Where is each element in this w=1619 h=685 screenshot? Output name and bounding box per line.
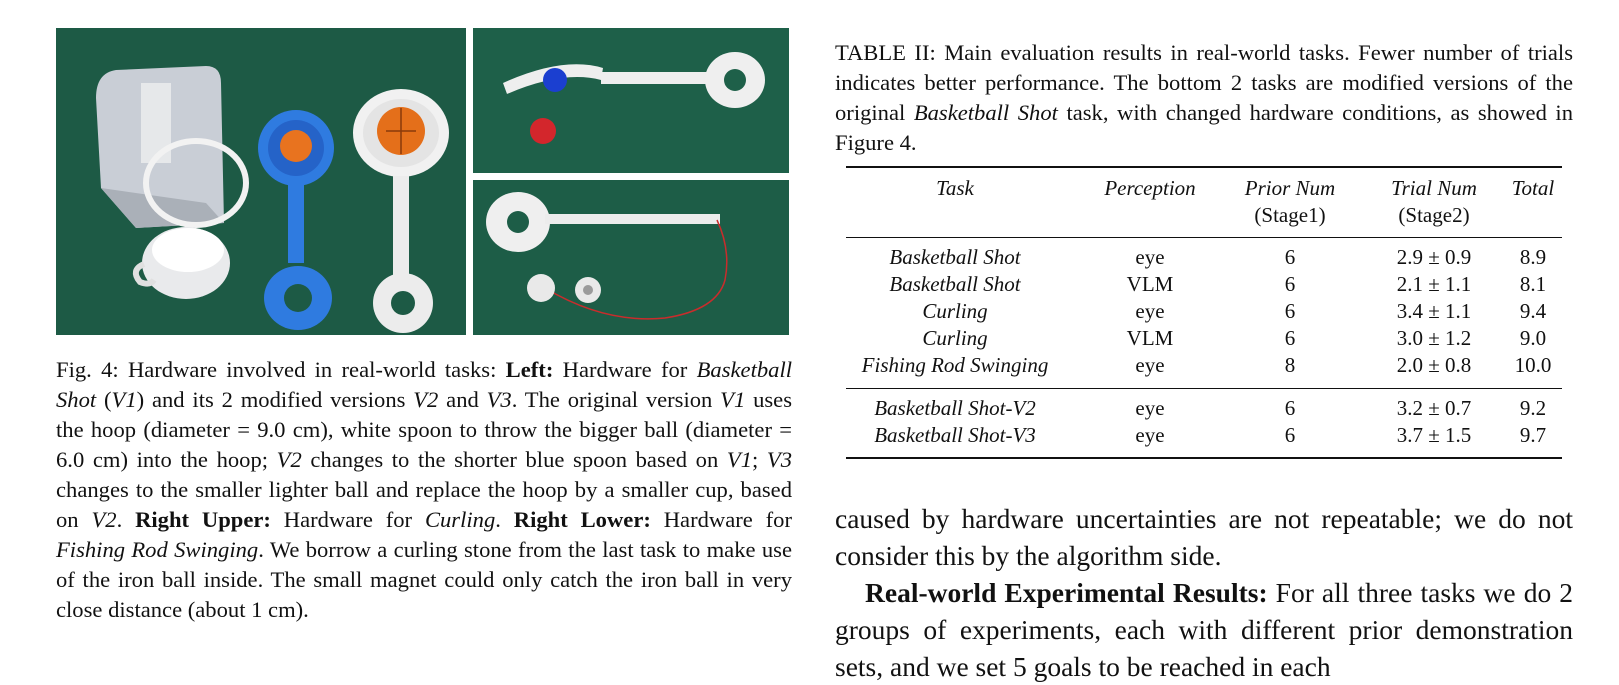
- cell-total: 8.1: [1519, 272, 1547, 296]
- italic-term: V1: [726, 447, 752, 472]
- figure-caption: [56, 355, 792, 625]
- italic-term: V3: [486, 387, 512, 412]
- cell-prior: 6: [1284, 299, 1296, 323]
- italic-term: Curling: [424, 507, 496, 532]
- cell-prior: 6: [1284, 396, 1296, 420]
- photo-fishing-rod-hardware: [473, 180, 789, 335]
- text-run: . The original version: [511, 387, 721, 412]
- cell-total: 9.4: [1519, 299, 1547, 323]
- cell-prior: 6: [1284, 326, 1296, 350]
- cell-trial: 3.0 ± 1.2: [1396, 326, 1472, 350]
- italic-term: Basketball Shot: [913, 100, 1058, 125]
- cell-perception: eye: [1135, 245, 1165, 269]
- paragraph-text: For all three tasks we do 2 groups of experiments, each with different prior demonstration sets, and we set 5 goals to be reached in each: [835, 577, 1573, 682]
- header-prior-label: Prior Num: [1244, 176, 1336, 200]
- text-run: ;: [752, 447, 767, 472]
- bold-label: Right Upper:: [135, 507, 271, 532]
- text-run: task, with changed hardware conditions, as showed in Figure 4.: [835, 100, 1573, 155]
- text-run: Hardware for: [553, 357, 697, 382]
- bold-label: Left:: [505, 357, 554, 382]
- table-top-rule: [846, 166, 1562, 168]
- cell-trial: 2.0 ± 0.8: [1396, 353, 1472, 377]
- cell-perception: VLM: [1126, 326, 1174, 350]
- cell-prior: 6: [1284, 423, 1296, 447]
- cell-trial: 2.9 ± 0.9: [1396, 245, 1472, 269]
- cell-perception: eye: [1135, 423, 1165, 447]
- cell-total: 9.2: [1519, 396, 1547, 420]
- cell-total: 9.7: [1519, 423, 1547, 447]
- table-header-rule: [846, 237, 1562, 238]
- cell-perception: VLM: [1126, 272, 1174, 296]
- cell-prior: 8: [1284, 353, 1296, 377]
- text-run: .: [495, 507, 514, 532]
- cell-prior: 6: [1284, 245, 1296, 269]
- body-paragraph-results: [835, 574, 1573, 685]
- text-run: Hardware for: [270, 507, 425, 532]
- cell-trial: 3.2 ± 0.7: [1396, 396, 1472, 420]
- header-trial-num: [1364, 175, 1504, 229]
- cell-task: Curling: [922, 326, 988, 350]
- cell-task: Basketball Shot: [889, 272, 1021, 296]
- text-run: uses the hoop (diameter = 9.0 cm), white spoon to throw the bigger ball (diameter = 6.0 cm) into the hoop;: [56, 387, 792, 472]
- cell-prior: 6: [1284, 272, 1296, 296]
- cell-task: Curling: [922, 299, 988, 323]
- italic-term: Basketball Shot: [56, 357, 792, 412]
- body-paragraph: caused by hardware uncertainties are not repeatable; we do not consider this by the algorithm side.: [835, 503, 1573, 571]
- text-run: and: [438, 387, 487, 412]
- cell-trial: 3.4 ± 1.1: [1396, 299, 1472, 323]
- italic-term: V2: [413, 387, 439, 412]
- header-prior-num: [1220, 175, 1360, 229]
- cell-total: 8.9: [1519, 245, 1547, 269]
- header-prior-sub: (Stage1): [1254, 203, 1326, 227]
- cell-total: 10.0: [1514, 353, 1552, 377]
- cell-total: 9.0: [1519, 326, 1547, 350]
- photo-basketball-hardware: [56, 28, 466, 335]
- cell-task: Fishing Rod Swinging: [861, 353, 1049, 377]
- table-caption: [835, 38, 1573, 158]
- header-task: Task: [936, 176, 974, 200]
- cell-task: Basketball Shot: [889, 245, 1021, 269]
- header-perception: Perception: [1104, 176, 1196, 200]
- cell-perception: eye: [1135, 353, 1165, 377]
- header-trial-label: Trial Num: [1391, 176, 1477, 200]
- italic-term: V1: [720, 387, 746, 412]
- text-run: TABLE II: Main evaluation results in real-world tasks. Fewer number of trials indicates better performance. The bottom 2 tasks are modified versions of the original: [835, 40, 1573, 125]
- table-bottom-rule: [846, 457, 1562, 459]
- italic-term: V1: [111, 387, 137, 412]
- cell-perception: eye: [1135, 396, 1165, 420]
- text-run: changes to the shorter blue spoon based on: [301, 447, 727, 472]
- text-run: . We borrow a curling stone from the last task to make use of the iron ball inside. The small magnet could only catch the iron ball in very close distance (about 1 cm).: [56, 537, 792, 622]
- italic-term: Fishing Rod Swinging: [56, 537, 259, 562]
- cell-perception: eye: [1135, 299, 1165, 323]
- text-run: .: [116, 507, 136, 532]
- bold-label: Right Lower:: [513, 507, 651, 532]
- text-run: changes to the smaller lighter ball and replace the hoop by a smaller cup, based on: [56, 477, 792, 532]
- photo-curling-hardware: [473, 28, 789, 173]
- header-trial-sub: (Stage2): [1398, 203, 1470, 227]
- italic-term: V2: [91, 507, 117, 532]
- italic-term: V2: [276, 447, 302, 472]
- cell-trial: 2.1 ± 1.1: [1396, 272, 1472, 296]
- cell-task: Basketball Shot-V2: [874, 396, 1036, 420]
- table-group-rule: [846, 388, 1562, 389]
- header-total: Total: [1511, 176, 1555, 200]
- italic-term: V3: [766, 447, 792, 472]
- text-run: Hardware for: [650, 507, 792, 532]
- paragraph-heading: Real-world Experimental Results:: [865, 577, 1268, 608]
- cell-trial: 3.7 ± 1.5: [1396, 423, 1472, 447]
- text-run: Fig. 4: Hardware involved in real-world tasks:: [56, 357, 506, 382]
- text-run: ) and its 2 modified versions: [136, 387, 414, 412]
- cell-task: Basketball Shot-V3: [874, 423, 1036, 447]
- text-run: (: [96, 387, 112, 412]
